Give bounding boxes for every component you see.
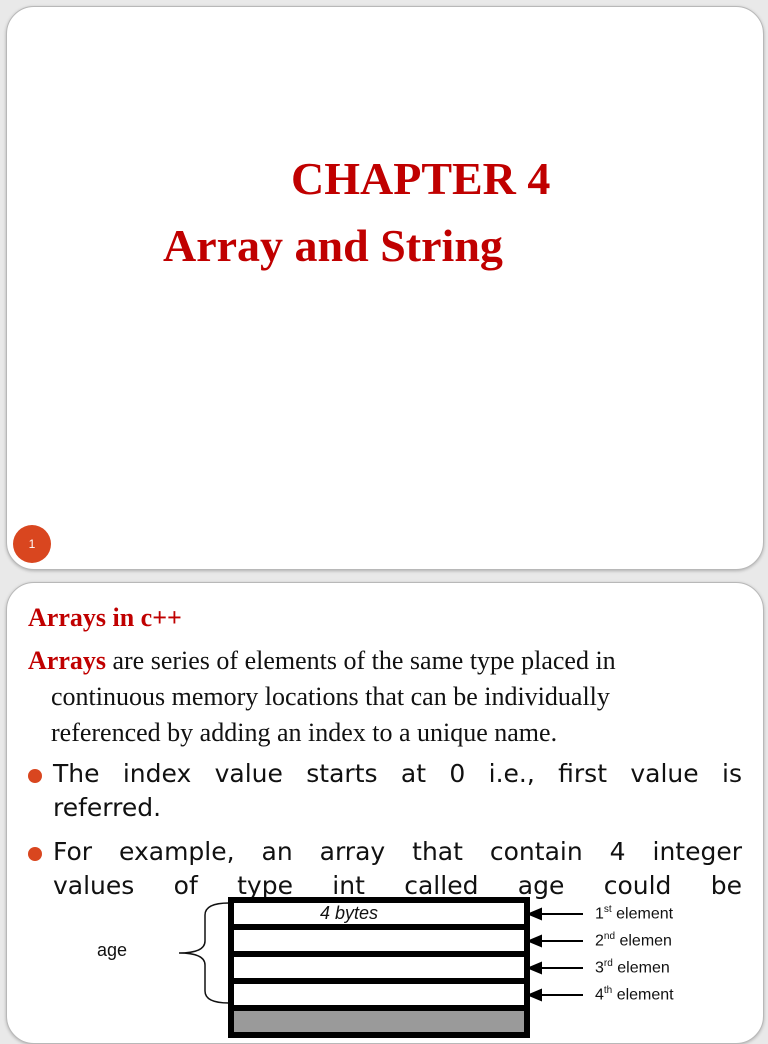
bullet-item	[28, 835, 742, 900]
bullet-2-line-1: For example, an array that contain 4 integer	[53, 837, 742, 866]
bullet-dot-icon	[28, 769, 42, 783]
chapter-subtitle: Array and String	[163, 220, 503, 271]
bullet-dot-icon	[28, 847, 42, 861]
element-arrow	[529, 909, 583, 919]
element-label-4: 4th element	[595, 985, 674, 1004]
array-cell	[231, 900, 527, 927]
element-arrow	[529, 990, 583, 1000]
bullet-1-line-2: referred.	[53, 793, 162, 822]
slide-number-badge: 1	[13, 525, 51, 563]
element-arrow	[529, 936, 583, 946]
bullet-item	[28, 757, 742, 825]
para-line-1	[28, 643, 748, 679]
brace-shape	[179, 903, 229, 1003]
array-memory-diagram	[7, 895, 763, 1035]
array-cell-overflow	[231, 1008, 527, 1035]
array-name-label: age	[97, 940, 128, 960]
para-keyword: Arrays	[28, 646, 106, 675]
slide-heading: Arrays in c++	[28, 603, 182, 632]
title-slide	[6, 6, 764, 570]
bullet-1-line-1: The index value starts at 0 i.e., first value is	[53, 759, 742, 788]
chapter-title: CHAPTER 4	[291, 153, 551, 204]
element-label-1: 1st element	[595, 904, 674, 923]
element-label-3: 3rd elemen	[595, 958, 670, 977]
bullet-2-line-2: values of type int called age could be	[53, 871, 742, 900]
definition-paragraph	[28, 643, 748, 751]
array-cell	[231, 954, 527, 981]
element-label-2: 2nd elemen	[595, 931, 672, 950]
array-cell	[231, 927, 527, 954]
para-line-1-text: are series of elements of the same type placed in	[105, 646, 616, 675]
content-slide	[6, 582, 764, 1044]
element-arrow	[529, 963, 583, 973]
element-size-label: 4 bytes	[320, 903, 379, 923]
para-line-2: continuous memory locations that can be individually	[51, 682, 610, 711]
para-line-3: referenced by adding an index to a unique name.	[51, 718, 558, 747]
array-cell	[231, 981, 527, 1008]
